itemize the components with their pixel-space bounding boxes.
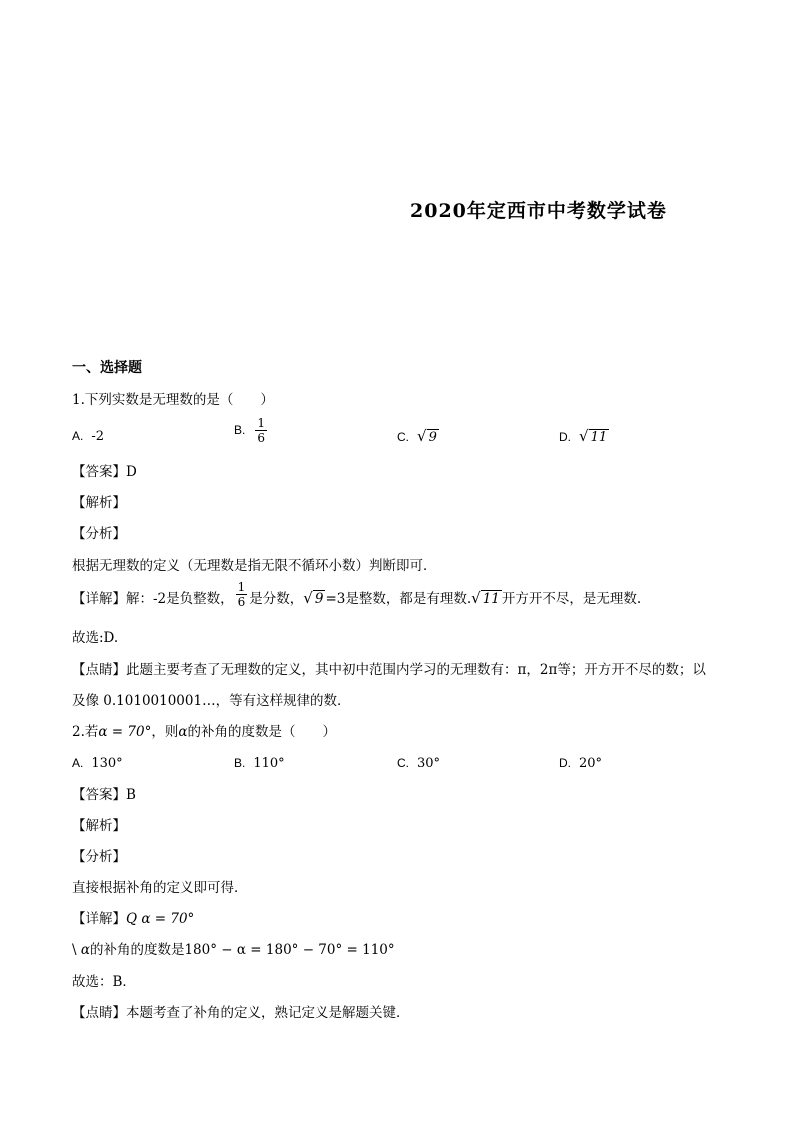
- q1-option-c: [397, 426, 439, 448]
- option-value: 20°: [579, 756, 603, 771]
- detail-tag: 【详解】: [72, 911, 126, 927]
- option-label: D.: [559, 430, 571, 444]
- detail-text: 解：-2是负整数，: [126, 591, 234, 607]
- q1-option-d: [559, 426, 609, 448]
- q2-fenxi-text: 直接根据补角的定义即可得．: [72, 880, 248, 896]
- q1-comment-line-1: [72, 660, 706, 680]
- q2-fenxi-tag: 【分析】: [72, 849, 126, 865]
- radicand: 9: [428, 430, 437, 445]
- detail-text: 是分数，: [249, 591, 304, 607]
- fraction-numerator: 1: [257, 416, 265, 430]
- q1-comment-line-2: 及像 0.1010010001…，等有这样规律的数．: [72, 693, 351, 709]
- option-label: C.: [397, 430, 409, 444]
- q1-fenxi-text: 根据无理数的定义（无理数是指无限不循环小数）判断即可．: [72, 558, 437, 574]
- q1-detail: [72, 580, 642, 609]
- comment-tag: 【点睛】: [72, 662, 126, 678]
- option-label: C.: [397, 756, 409, 770]
- radicand: 9: [314, 591, 324, 607]
- option-value: 110°: [253, 756, 285, 771]
- fraction-denominator: 6: [257, 431, 265, 445]
- detail-alpha: α: [80, 942, 90, 958]
- answer-tag: 【答案】: [72, 787, 126, 803]
- q1-option-a: [72, 426, 104, 447]
- comment-text: 此题主要考查了无理数的定义，其中初中范围内学习的无理数有：π，2π等；开方开不尽的数；以: [126, 662, 706, 678]
- answer-value: B: [126, 787, 136, 803]
- comment-tag: 【点睛】: [72, 1005, 126, 1021]
- stem-text: 2.若: [72, 724, 99, 740]
- option-label: A.: [72, 429, 84, 443]
- answer-tag: 【答案】: [72, 464, 126, 480]
- option-value: 30°: [417, 756, 441, 771]
- q1-option-b: [234, 416, 269, 445]
- q2-answer: [72, 785, 136, 805]
- option-label: A.: [72, 756, 84, 770]
- question-1-stem: 1.下列实数是无理数的是（ ）: [72, 392, 274, 408]
- option-label: B.: [234, 756, 246, 770]
- stem-alpha: α: [178, 724, 188, 740]
- q2-option-b: [234, 753, 285, 774]
- detail-text: \: [72, 942, 81, 958]
- q2-option-c: [397, 753, 440, 774]
- q1-analysis-tag: 【解析】: [72, 495, 126, 511]
- detail-tag: 【详解】: [72, 591, 126, 607]
- answer-value: D: [126, 464, 137, 480]
- q2-comment: [72, 1003, 410, 1023]
- option-value: 130°: [91, 756, 123, 771]
- stem-text: ，则: [151, 724, 179, 740]
- q1-choose: 故选:D.: [72, 630, 119, 646]
- option-label: B.: [234, 423, 246, 437]
- stem-equation: α = 70°: [98, 724, 152, 740]
- detail-equation: Q α = 70°: [126, 911, 195, 927]
- q2-choose: 故选：B．: [72, 974, 136, 990]
- section-heading: 一、选择题: [72, 360, 142, 376]
- square-root: √ 11: [471, 589, 500, 607]
- question-2-stem: [72, 722, 336, 742]
- q2-detail-line-2: [72, 940, 395, 960]
- square-root: √ 9: [303, 589, 324, 607]
- q2-option-a: [72, 753, 123, 774]
- q2-option-d: [559, 753, 602, 774]
- radicand: 11: [590, 430, 608, 445]
- detail-text: =3是整数，都是有理数.: [325, 591, 472, 607]
- square-root: √ 11: [579, 427, 608, 445]
- comment-text: 本题考查了补角的定义，熟记定义是解题关键．: [126, 1005, 410, 1021]
- square-root: √ 9: [417, 427, 437, 445]
- stem-text: 的补角的度数是（ ）: [187, 724, 336, 740]
- q2-detail-line-1: [72, 909, 194, 929]
- detail-equation: 180° − α = 180° − 70° = 110°: [184, 942, 395, 958]
- fraction: [255, 416, 267, 445]
- fraction-numerator: 1: [237, 580, 246, 594]
- q1-fenxi-tag: 【分析】: [72, 526, 126, 542]
- detail-text: 开方开不尽，是无理数.: [501, 591, 642, 607]
- radicand: 11: [482, 591, 500, 607]
- q2-analysis-tag: 【解析】: [72, 818, 126, 834]
- q1-answer: [72, 462, 137, 482]
- fraction-denominator: 6: [237, 595, 246, 609]
- detail-text: 的补角的度数是: [89, 942, 185, 958]
- option-label: D.: [559, 756, 571, 770]
- option-value: -2: [91, 429, 105, 444]
- fraction: [236, 580, 248, 609]
- document-title: 2020年定西市中考数学试卷: [410, 200, 667, 222]
